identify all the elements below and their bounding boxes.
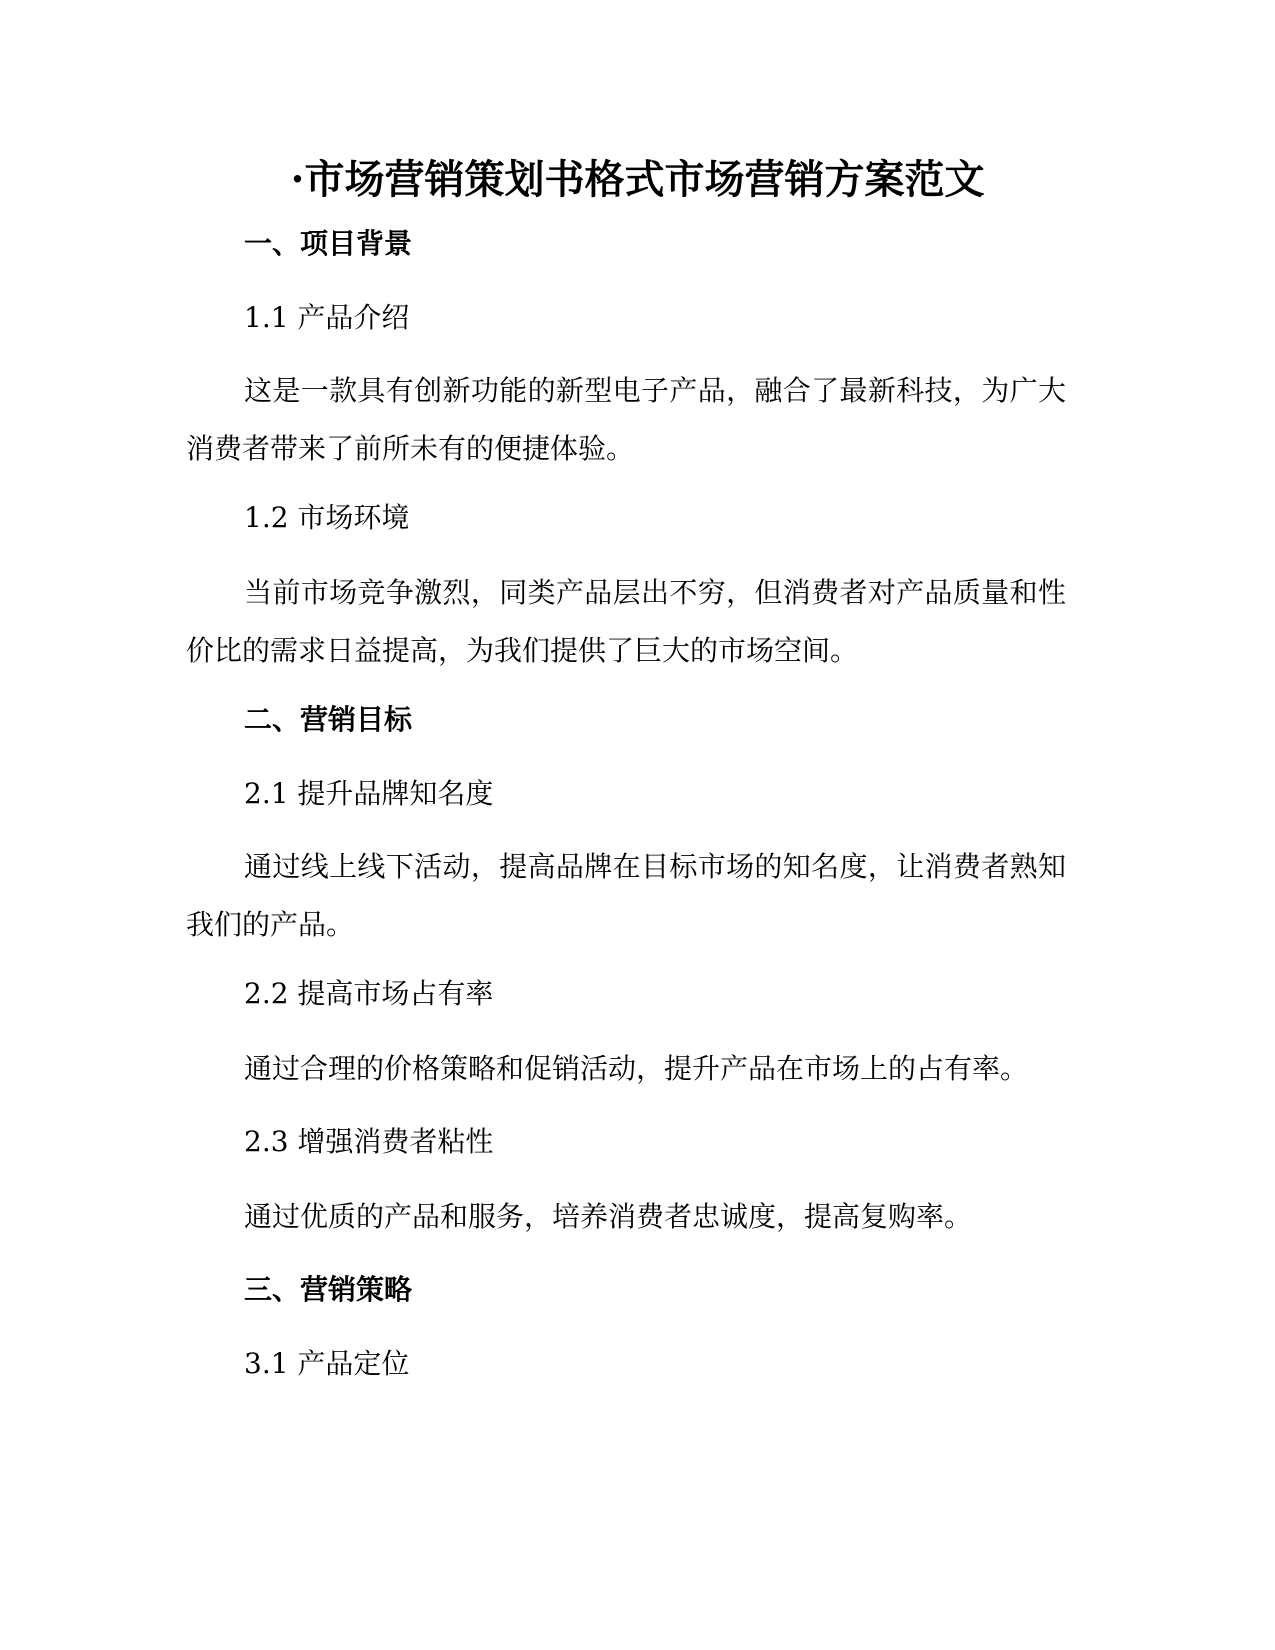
paragraph-1-1: 这是一款具有创新功能的新型电子产品，融合了最新科技，为广大消费者带来了前所未有的便捷体验。: [186, 374, 1066, 465]
paragraph-2-3: 通过优质的产品和服务，培养消费者忠诚度，提高复购率。: [244, 1200, 973, 1233]
document-title: ·市场营销策划书格式市场营销方案范文: [290, 156, 985, 203]
subsection-heading-1-2: 1.2 市场环境: [244, 501, 410, 534]
paragraph-2-1: 通过线上线下活动，提高品牌在目标市场的知名度，让消费者熟知我们的产品。: [186, 850, 1066, 941]
paragraph-1-2: 当前市场竞争激烈，同类产品层出不穷，但消费者对产品质量和性价比的需求日益提高，为我们提供了巨大的市场空间。: [186, 576, 1066, 667]
paragraph-2-2: 通过合理的价格策略和促销活动，提升产品在市场上的占有率。: [244, 1052, 1029, 1085]
subsection-heading-3-1: 3.1 产品定位: [244, 1347, 410, 1380]
subsection-heading-2-3: 2.3 增强消费者粘性: [244, 1125, 494, 1158]
subsection-heading-2-1: 2.1 提升品牌知名度: [244, 777, 494, 810]
subsection-heading-2-2: 2.2 提高市场占有率: [244, 977, 494, 1010]
subsection-heading-1-1: 1.1 产品介绍: [244, 301, 410, 334]
section-heading-2: 二、营销目标: [244, 703, 413, 736]
section-heading-3: 三、营销策略: [244, 1273, 413, 1306]
section-heading-1: 一、项目背景: [244, 227, 413, 260]
